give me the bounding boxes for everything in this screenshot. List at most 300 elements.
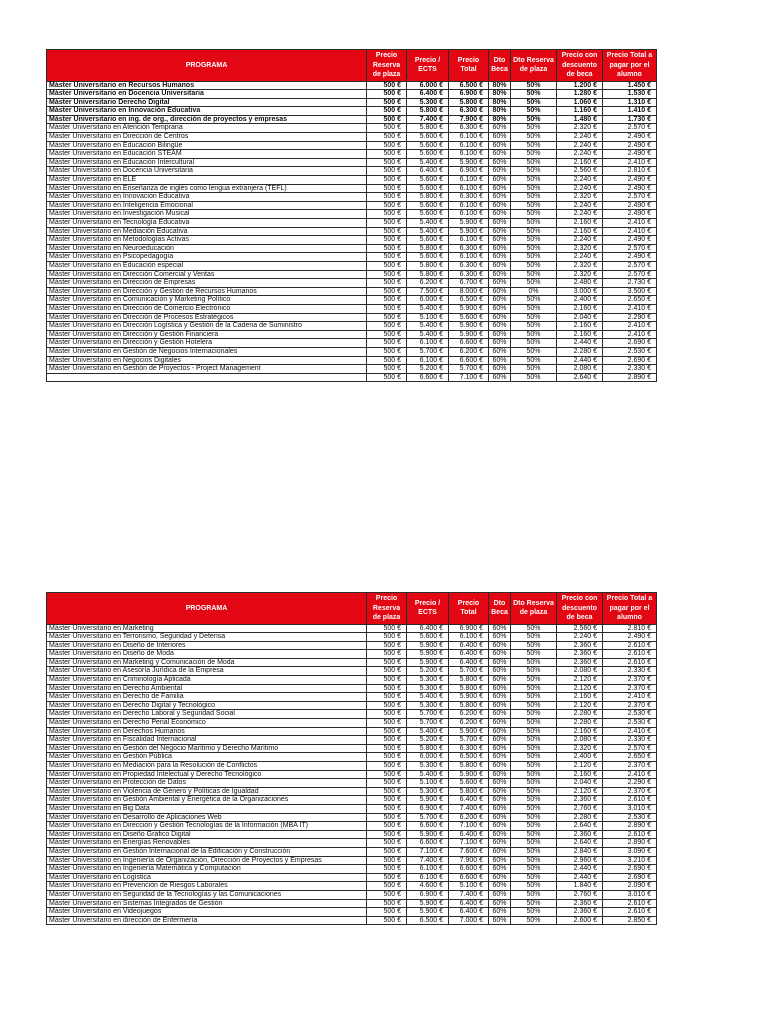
programa-cell: Máster Universitario en Educación especial: [47, 261, 367, 270]
total-cell: 5.700 €: [449, 365, 489, 374]
reserva-cell: 500 €: [367, 227, 407, 236]
dto-beca-cell: 60%: [489, 201, 511, 210]
total-cell: 6.400 €: [449, 796, 489, 805]
dto-reserva-cell: 50%: [511, 839, 557, 848]
table-row: [47, 270, 657, 279]
total-cell: 6.300 €: [449, 193, 489, 202]
header-precio-con-descuento: Precio con descuento de beca: [557, 50, 603, 82]
ects-cell: 5.700 €: [407, 719, 449, 728]
dto-beca-cell: 60%: [489, 865, 511, 874]
programa-cell: Máster Universitario en Negocios Digitales: [47, 356, 367, 365]
precio-con-descuento-cell: 2.840 €: [557, 847, 603, 856]
dto-reserva-cell: 50%: [511, 787, 557, 796]
precio-total-cell: 2.370 €: [603, 762, 657, 771]
precio-con-descuento-cell: 2.280 €: [557, 710, 603, 719]
dto-beca-cell: 80%: [489, 107, 511, 116]
precio-total-cell: 2.370 €: [603, 676, 657, 685]
precio-total-cell: 2.690 €: [603, 865, 657, 874]
reserva-cell: 500 €: [367, 890, 407, 899]
dto-reserva-cell: 50%: [511, 676, 557, 685]
ects-cell: 5.800 €: [407, 107, 449, 116]
dto-beca-cell: 60%: [489, 916, 511, 925]
ects-cell: 5.400 €: [407, 227, 449, 236]
dto-reserva-cell: 50%: [511, 124, 557, 133]
precio-total-cell: 2.490 €: [603, 184, 657, 193]
programa-cell: Máster Universitario en Gestión de Negocios Internacionales: [47, 347, 367, 356]
table-row: [47, 115, 657, 124]
dto-reserva-cell: 50%: [511, 193, 557, 202]
header-reserva: Precio Reserva de plaza: [367, 593, 407, 625]
precio-total-cell: 2.490 €: [603, 633, 657, 642]
dto-reserva-cell: 50%: [511, 270, 557, 279]
table-row: [47, 261, 657, 270]
precio-con-descuento-cell: 2.040 €: [557, 779, 603, 788]
reserva-cell: 500 €: [367, 184, 407, 193]
programa-cell: Máster Universitario en Gestión Pública: [47, 753, 367, 762]
precio-con-descuento-cell: 1.060 €: [557, 98, 603, 107]
reserva-cell: 500 €: [367, 744, 407, 753]
dto-reserva-cell: 50%: [511, 167, 557, 176]
reserva-cell: 500 €: [367, 787, 407, 796]
precio-con-descuento-cell: 2.160 €: [557, 304, 603, 313]
table-row: [47, 322, 657, 331]
programa-cell: Máster Universitario en Innovación Educativa: [47, 107, 367, 116]
header-total: Precio Total: [449, 50, 489, 82]
total-cell: 7.100 €: [449, 839, 489, 848]
precio-total-cell: 3.210 €: [603, 856, 657, 865]
table-row: [47, 253, 657, 262]
precio-con-descuento-cell: 2.640 €: [557, 373, 603, 382]
precio-total-cell: 2.610 €: [603, 650, 657, 659]
reserva-cell: 500 €: [367, 822, 407, 831]
precio-con-descuento-cell: 2.120 €: [557, 787, 603, 796]
reserva-cell: 500 €: [367, 779, 407, 788]
reserva-cell: 500 €: [367, 804, 407, 813]
precio-total-cell: 3.010 €: [603, 890, 657, 899]
precio-con-descuento-cell: 2.640 €: [557, 822, 603, 831]
programa-cell: Máster Universitario en Protección de Datos: [47, 779, 367, 788]
programa-cell: Máster Universitario en Derecho Digital y Tecnológico: [47, 701, 367, 710]
ects-cell: 6.600 €: [407, 373, 449, 382]
table-row: [47, 701, 657, 710]
ects-cell: 5.100 €: [407, 779, 449, 788]
table-row: [47, 365, 657, 374]
dto-reserva-cell: 50%: [511, 796, 557, 805]
programa-cell: Máster Universitario Derecho Digital: [47, 98, 367, 107]
ects-cell: 6.100 €: [407, 356, 449, 365]
dto-reserva-cell: 50%: [511, 873, 557, 882]
reserva-cell: 500 €: [367, 115, 407, 124]
total-cell: 5.900 €: [449, 693, 489, 702]
ects-cell: 6.400 €: [407, 90, 449, 99]
precio-con-descuento-cell: 2.360 €: [557, 908, 603, 917]
total-cell: 6.700 €: [449, 279, 489, 288]
dto-reserva-cell: 50%: [511, 141, 557, 150]
dto-reserva-cell: 50%: [511, 847, 557, 856]
table-row: [47, 90, 657, 99]
dto-beca-cell: 60%: [489, 899, 511, 908]
precio-total-cell: 2.610 €: [603, 658, 657, 667]
dto-reserva-cell: 50%: [511, 322, 557, 331]
table-row: [47, 244, 657, 253]
ects-cell: 5.200 €: [407, 736, 449, 745]
header-ects: Precio / ECTS: [407, 593, 449, 625]
ects-cell: 5.600 €: [407, 236, 449, 245]
dto-beca-cell: 60%: [489, 296, 511, 305]
ects-cell: 6.600 €: [407, 839, 449, 848]
table-row: [47, 236, 657, 245]
programa-cell: Máster Universitario en Neuroeducación: [47, 244, 367, 253]
table-row: [47, 641, 657, 650]
header-programa: PROGRAMA: [47, 50, 367, 82]
ects-cell: 5.900 €: [407, 650, 449, 659]
dto-reserva-cell: 50%: [511, 719, 557, 728]
dto-beca-cell: 60%: [489, 244, 511, 253]
total-cell: 5.800 €: [449, 787, 489, 796]
dto-reserva-cell: 50%: [511, 347, 557, 356]
precio-con-descuento-cell: 2.360 €: [557, 830, 603, 839]
total-cell: 5.900 €: [449, 770, 489, 779]
dto-reserva-cell: 50%: [511, 150, 557, 159]
total-cell: 6.100 €: [449, 176, 489, 185]
dto-reserva-cell: 50%: [511, 822, 557, 831]
dto-beca-cell: 60%: [489, 667, 511, 676]
reserva-cell: 500 €: [367, 813, 407, 822]
dto-reserva-cell: 50%: [511, 90, 557, 99]
table-row: [47, 304, 657, 313]
precio-con-descuento-cell: 2.280 €: [557, 813, 603, 822]
precio-total-cell: 2.890 €: [603, 839, 657, 848]
header-dto-reserva: Dto Reserva de plaza: [511, 50, 557, 82]
total-cell: 6.200 €: [449, 347, 489, 356]
dto-reserva-cell: 50%: [511, 339, 557, 348]
ects-cell: 5.900 €: [407, 830, 449, 839]
total-cell: 6.900 €: [449, 624, 489, 633]
precio-con-descuento-cell: 2.240 €: [557, 210, 603, 219]
precio-total-cell: 3.090 €: [603, 847, 657, 856]
precio-total-cell: 2.650 €: [603, 753, 657, 762]
precio-con-descuento-cell: 2.240 €: [557, 253, 603, 262]
table-row: [47, 150, 657, 159]
dto-reserva-cell: 50%: [511, 727, 557, 736]
reserva-cell: 500 €: [367, 244, 407, 253]
total-cell: 6.100 €: [449, 150, 489, 159]
programa-cell: Máster Universitario en Dirección de Procesos Estratégicos: [47, 313, 367, 322]
dto-reserva-cell: 50%: [511, 865, 557, 874]
total-cell: 5.600 €: [449, 779, 489, 788]
precio-con-descuento-cell: 2.320 €: [557, 124, 603, 133]
reserva-cell: 500 €: [367, 210, 407, 219]
dto-reserva-cell: 50%: [511, 770, 557, 779]
reserva-cell: 500 €: [367, 124, 407, 133]
dto-beca-cell: 60%: [489, 133, 511, 142]
ects-cell: 5.400 €: [407, 727, 449, 736]
ects-cell: 5.700 €: [407, 813, 449, 822]
programa-cell: Máster Universitario en Sistemas Integrados de Gestión: [47, 899, 367, 908]
dto-beca-cell: 60%: [489, 873, 511, 882]
dto-beca-cell: 60%: [489, 184, 511, 193]
precio-total-cell: 2.490 €: [603, 141, 657, 150]
reserva-cell: 500 €: [367, 762, 407, 771]
dto-reserva-cell: 50%: [511, 693, 557, 702]
precio-total-cell: 2.490 €: [603, 150, 657, 159]
dto-reserva-cell: 50%: [511, 356, 557, 365]
dto-beca-cell: 60%: [489, 830, 511, 839]
precio-total-cell: 2.410 €: [603, 693, 657, 702]
dto-beca-cell: 60%: [489, 693, 511, 702]
reserva-cell: 500 €: [367, 873, 407, 882]
dto-reserva-cell: 50%: [511, 744, 557, 753]
dto-beca-cell: 60%: [489, 365, 511, 374]
precio-con-descuento-cell: 2.560 €: [557, 624, 603, 633]
ects-cell: 7.500 €: [407, 287, 449, 296]
precio-total-cell: 2.610 €: [603, 830, 657, 839]
programa-cell: Máster Universitario en Tecnología Educativa: [47, 219, 367, 228]
precio-total-cell: 2.610 €: [603, 796, 657, 805]
dto-beca-cell: 60%: [489, 279, 511, 288]
programa-cell: Máster Universitario en Dirección Logística y Gestión de la Cadena de Suministro: [47, 322, 367, 331]
reserva-cell: 500 €: [367, 90, 407, 99]
reserva-cell: 500 €: [367, 296, 407, 305]
reserva-cell: 500 €: [367, 650, 407, 659]
dto-reserva-cell: 50%: [511, 882, 557, 891]
dto-reserva-cell: 50%: [511, 107, 557, 116]
dto-beca-cell: 60%: [489, 219, 511, 228]
ects-cell: 5.800 €: [407, 193, 449, 202]
ects-cell: 5.600 €: [407, 253, 449, 262]
dto-reserva-cell: 50%: [511, 899, 557, 908]
total-cell: 6.400 €: [449, 650, 489, 659]
total-cell: 6.100 €: [449, 633, 489, 642]
programa-cell: Máster Universitario en Marketing: [47, 624, 367, 633]
precio-con-descuento-cell: 2.160 €: [557, 727, 603, 736]
dto-reserva-cell: 50%: [511, 184, 557, 193]
total-cell: 5.900 €: [449, 304, 489, 313]
precio-con-descuento-cell: 2.320 €: [557, 193, 603, 202]
ects-cell: 7.400 €: [407, 856, 449, 865]
reserva-cell: 500 €: [367, 270, 407, 279]
dto-reserva-cell: 50%: [511, 115, 557, 124]
precio-con-descuento-cell: 2.160 €: [557, 227, 603, 236]
ects-cell: 5.600 €: [407, 201, 449, 210]
dto-beca-cell: 60%: [489, 856, 511, 865]
total-cell: 6.600 €: [449, 873, 489, 882]
reserva-cell: 500 €: [367, 98, 407, 107]
precio-con-descuento-cell: 2.440 €: [557, 865, 603, 874]
ects-cell: 5.300 €: [407, 701, 449, 710]
precio-con-descuento-cell: 2.760 €: [557, 890, 603, 899]
dto-reserva-cell: 50%: [511, 219, 557, 228]
table-row: [47, 762, 657, 771]
table-row: [47, 176, 657, 185]
dto-reserva-cell: 50%: [511, 804, 557, 813]
programa-cell: Máster Universitario en Dirección y Gestión Financiera: [47, 330, 367, 339]
precio-total-cell: 2.810 €: [603, 624, 657, 633]
programa-cell: Máster Universitario en Docencia Universitaria: [47, 167, 367, 176]
precio-con-descuento-cell: 2.440 €: [557, 339, 603, 348]
dto-beca-cell: 60%: [489, 701, 511, 710]
reserva-cell: 500 €: [367, 882, 407, 891]
table-row: [47, 658, 657, 667]
dto-reserva-cell: 50%: [511, 916, 557, 925]
reserva-cell: 500 €: [367, 796, 407, 805]
programa-cell: Máster Universitario en Dirección y Gestión Tecnologías de la Información (MBA IT): [47, 822, 367, 831]
total-cell: 6.100 €: [449, 236, 489, 245]
dto-reserva-cell: 50%: [511, 667, 557, 676]
precio-total-cell: 2.730 €: [603, 279, 657, 288]
reserva-cell: 500 €: [367, 676, 407, 685]
ects-cell: 5.400 €: [407, 219, 449, 228]
precio-total-cell: 2.370 €: [603, 787, 657, 796]
dto-beca-cell: 60%: [489, 753, 511, 762]
table-row: [47, 916, 657, 925]
dto-beca-cell: 60%: [489, 813, 511, 822]
total-cell: 7.100 €: [449, 373, 489, 382]
precio-total-cell: 2.490 €: [603, 133, 657, 142]
table-row: [47, 727, 657, 736]
table-row: [47, 330, 657, 339]
programa-cell: Máster Universitario en Comunicación y Marketing Político: [47, 296, 367, 305]
dto-reserva-cell: 50%: [511, 330, 557, 339]
reserva-cell: 500 €: [367, 753, 407, 762]
precio-con-descuento-cell: 2.160 €: [557, 330, 603, 339]
ects-cell: 6.000 €: [407, 753, 449, 762]
table-row: [47, 650, 657, 659]
dto-beca-cell: 60%: [489, 322, 511, 331]
programa-cell: Máster Universitario en Gestión Internacional de la Edificación y Construcción: [47, 847, 367, 856]
dto-beca-cell: 60%: [489, 633, 511, 642]
precio-total-cell: 3.010 €: [603, 804, 657, 813]
precio-con-descuento-cell: 2.280 €: [557, 719, 603, 728]
precio-con-descuento-cell: 2.120 €: [557, 701, 603, 710]
reserva-cell: 500 €: [367, 667, 407, 676]
programa-cell: Máster Universitario en Derecho Ambiental: [47, 684, 367, 693]
ects-cell: 5.600 €: [407, 633, 449, 642]
precio-con-descuento-cell: 2.360 €: [557, 658, 603, 667]
dto-beca-cell: 60%: [489, 356, 511, 365]
reserva-cell: 500 €: [367, 641, 407, 650]
total-cell: 6.900 €: [449, 167, 489, 176]
precio-con-descuento-cell: 2.160 €: [557, 322, 603, 331]
precio-total-cell: 2.370 €: [603, 701, 657, 710]
dto-beca-cell: 60%: [489, 736, 511, 745]
programa-cell: Máster Universitario en Gestión del Negocio Marítimo y Derecho Marítimo: [47, 744, 367, 753]
programa-cell: Máster Universitario en Energías Renovables: [47, 839, 367, 848]
ects-cell: 5.900 €: [407, 899, 449, 908]
table-row: [47, 830, 657, 839]
reserva-cell: 500 €: [367, 701, 407, 710]
precio-con-descuento-cell: 2.400 €: [557, 753, 603, 762]
programa-cell: Máster Universitario en Ingeniería Matemática y Computación: [47, 865, 367, 874]
dto-beca-cell: 60%: [489, 650, 511, 659]
programa-cell: Máster Universitario en Dirección y Gestión de Recursos Humanos: [47, 287, 367, 296]
dto-reserva-cell: 50%: [511, 210, 557, 219]
table-row: [47, 693, 657, 702]
ects-cell: 5.800 €: [407, 124, 449, 133]
precio-con-descuento-cell: 2.240 €: [557, 236, 603, 245]
table-header-row: [47, 50, 657, 82]
dto-beca-cell: 60%: [489, 141, 511, 150]
header-dto-reserva: Dto Reserva de plaza: [511, 593, 557, 625]
programa-cell: Máster Universitario en Recursos Humanos: [47, 81, 367, 90]
dto-beca-cell: 60%: [489, 822, 511, 831]
table-row: [47, 813, 657, 822]
table-row: [47, 158, 657, 167]
precio-con-descuento-cell: 2.240 €: [557, 133, 603, 142]
table-row: [47, 633, 657, 642]
total-cell: 5.700 €: [449, 736, 489, 745]
precio-total-cell: 2.570 €: [603, 244, 657, 253]
ects-cell: 5.300 €: [407, 762, 449, 771]
precio-con-descuento-cell: 1.200 €: [557, 81, 603, 90]
table-row: [47, 847, 657, 856]
reserva-cell: 500 €: [367, 633, 407, 642]
programa-cell: Máster Universitario en Derecho Penal Económico: [47, 719, 367, 728]
programa-cell: Máster Universitario en Big Data: [47, 804, 367, 813]
programa-cell: Máster Universitario en Investigación Musical: [47, 210, 367, 219]
total-cell: 6.100 €: [449, 210, 489, 219]
table-row: [47, 210, 657, 219]
dto-beca-cell: 60%: [489, 261, 511, 270]
total-cell: 6.600 €: [449, 865, 489, 874]
dto-beca-cell: 60%: [489, 304, 511, 313]
programa-cell: Máster Universitario en Seguridad de la Tecnologías y las Comunicaciones: [47, 890, 367, 899]
table-row: [47, 787, 657, 796]
header-dto-beca: Dto Beca: [489, 50, 511, 82]
programa-cell: Máster Universitario en Desarrollo de Aplicaciones Web: [47, 813, 367, 822]
dto-reserva-cell: 50%: [511, 658, 557, 667]
reserva-cell: 500 €: [367, 193, 407, 202]
table-row: [47, 770, 657, 779]
header-total: Precio Total: [449, 593, 489, 625]
table-row: [47, 822, 657, 831]
dto-beca-cell: 60%: [489, 779, 511, 788]
precio-con-descuento-cell: 2.600 €: [557, 916, 603, 925]
dto-beca-cell: 60%: [489, 270, 511, 279]
programa-cell: Máster Universitario en Dirección de Comercio Electrónico: [47, 304, 367, 313]
dto-beca-cell: 60%: [489, 641, 511, 650]
precio-total-cell: 1.530 €: [603, 90, 657, 99]
total-cell: 8.000 €: [449, 287, 489, 296]
dto-beca-cell: 60%: [489, 684, 511, 693]
ects-cell: 6.200 €: [407, 279, 449, 288]
total-cell: 6.200 €: [449, 719, 489, 728]
ects-cell: 6.600 €: [407, 822, 449, 831]
dto-beca-cell: 60%: [489, 727, 511, 736]
total-cell: 6.300 €: [449, 244, 489, 253]
precio-con-descuento-cell: 2.120 €: [557, 762, 603, 771]
dto-reserva-cell: 50%: [511, 279, 557, 288]
ects-cell: 5.900 €: [407, 908, 449, 917]
precio-con-descuento-cell: 1.480 €: [557, 115, 603, 124]
dto-beca-cell: 60%: [489, 227, 511, 236]
ects-cell: 5.800 €: [407, 261, 449, 270]
precio-total-cell: 2.490 €: [603, 253, 657, 262]
price-table-2: [46, 592, 657, 925]
precio-con-descuento-cell: 2.160 €: [557, 219, 603, 228]
reserva-cell: 500 €: [367, 167, 407, 176]
table-row: [47, 796, 657, 805]
dto-beca-cell: 60%: [489, 624, 511, 633]
precio-total-cell: 2.690 €: [603, 339, 657, 348]
ects-cell: 5.900 €: [407, 796, 449, 805]
table-row: [47, 676, 657, 685]
precio-con-descuento-cell: 2.240 €: [557, 141, 603, 150]
ects-cell: 5.700 €: [407, 710, 449, 719]
total-cell: 6.500 €: [449, 753, 489, 762]
table-row: [47, 107, 657, 116]
precio-total-cell: 2.610 €: [603, 908, 657, 917]
